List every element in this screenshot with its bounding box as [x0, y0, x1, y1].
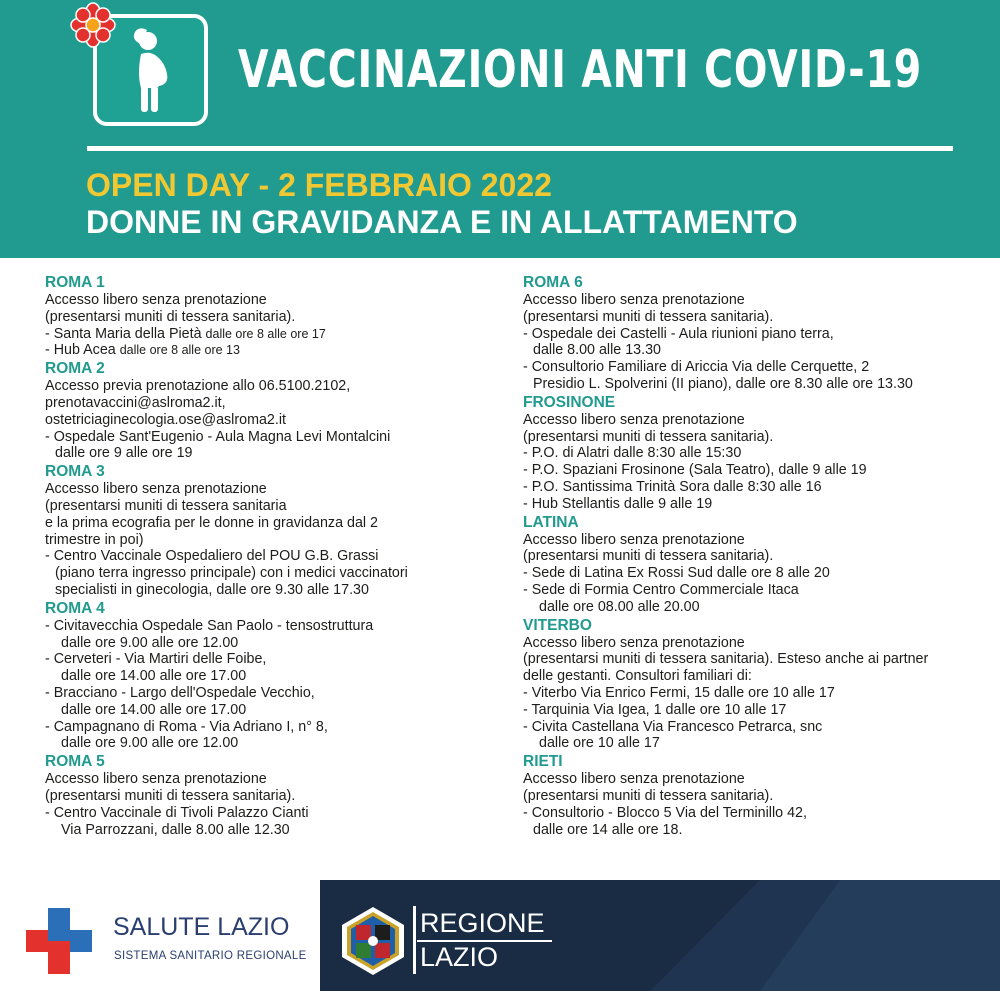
info-line: [523, 462, 993, 479]
info-line: [45, 445, 495, 462]
info-line: [45, 668, 495, 685]
info-line-text: - Viterbo Via Enrico Fermi, 15 dalle ore 10 alle 17: [523, 684, 835, 701]
info-line: [523, 359, 993, 376]
info-line-text: dalle ore 14.00 alle ore 17.00: [61, 668, 247, 685]
info-line-hours: dalle ore 8 alle ore 17: [205, 326, 326, 341]
info-line: [45, 582, 495, 599]
info-line: [45, 378, 495, 395]
location-section: [523, 617, 993, 753]
info-line: [523, 445, 993, 462]
info-line: [523, 582, 993, 599]
info-line-text: - P.O. Spaziani Frosinone (Sala Teatro), dalle 9 alle 19: [523, 462, 867, 479]
info-line-text: dalle ore 08.00 alle 20.00: [539, 598, 700, 615]
info-line: [45, 515, 495, 532]
right-column: [523, 274, 993, 839]
info-line-text: dalle ore 9.00 alle ore 12.00: [61, 735, 239, 752]
info-line-text: - Centro Vaccinale Ospedaliero del POU G.B. Grassi: [45, 548, 379, 565]
info-line: [523, 788, 993, 805]
location-section: [45, 274, 495, 359]
info-line-text: - Civita Castellana Via Francesco Petrarca, snc: [523, 718, 823, 735]
info-line: [523, 599, 993, 616]
info-line-text: (presentarsi muniti di tessera sanitaria).: [45, 308, 296, 325]
info-line: [45, 292, 495, 309]
info-line: [523, 292, 993, 309]
section-title: ROMA 1: [45, 274, 105, 291]
info-line-text: - Consultorio - Blocco 5 Via del Terminillo 42,: [523, 804, 807, 821]
info-line-text: dalle ore 9.00 alle ore 12.00: [61, 634, 239, 651]
section-title: ROMA 5: [45, 753, 105, 771]
info-line: [45, 565, 495, 582]
info-line: [45, 618, 495, 635]
info-line-text: Accesso libero senza prenotazione: [523, 634, 745, 651]
info-line: [523, 412, 993, 429]
left-column: [45, 274, 495, 839]
info-line-text: - Ospedale dei Castelli - Aula riunioni piano terra,: [523, 325, 834, 342]
info-line-text: - Hub Acea: [45, 342, 116, 359]
section-title: ROMA 4: [45, 599, 105, 617]
info-line: [45, 326, 495, 343]
info-line-text: delle gestanti. Consultori familiari di:: [523, 668, 752, 685]
info-line: [45, 771, 495, 788]
info-line-text: Accesso libero senza prenotazione: [523, 292, 745, 308]
footer-decoration: [510, 880, 1000, 991]
info-line-text: Accesso libero senza prenotazione: [45, 292, 267, 308]
info-line: [523, 635, 993, 652]
info-line-text: (presentarsi muniti di tessera sanitaria: [45, 497, 287, 514]
section-title: RIETI: [523, 753, 563, 771]
lazio-coat-of-arms-icon: [338, 905, 408, 977]
info-line: [45, 805, 495, 822]
page-title: VACCINAZIONI ANTI COVID-19: [238, 40, 922, 100]
info-line-hours: dalle ore 8 alle ore 13: [119, 343, 240, 358]
info-line-text: - Ospedale Sant'Eugenio - Aula Magna Levi Montalcini: [45, 428, 391, 445]
info-line-text: - Sede di Latina Ex Rossi Sud dalle ore 8 alle 20: [523, 565, 830, 582]
info-line: [45, 635, 495, 652]
info-line-text: Accesso libero senza prenotazione: [45, 481, 267, 498]
location-section: [45, 753, 495, 838]
section-title: ROMA 6: [523, 274, 583, 291]
info-line: [523, 429, 993, 446]
info-line: [523, 735, 993, 752]
regione-lazio-line-1: REGIONE: [420, 908, 545, 938]
location-section: [523, 274, 993, 393]
info-line-text: Presidio L. Spolverini (II piano), dalle ore 8.30 alle ore 13.30: [533, 375, 913, 392]
header-divider: [87, 146, 953, 151]
location-section: [523, 514, 993, 616]
info-line: [523, 822, 993, 839]
info-line: [523, 548, 993, 565]
info-line: [523, 479, 993, 496]
info-line: [523, 771, 993, 788]
info-line-text: (presentarsi muniti di tessera sanitaria).: [523, 428, 774, 445]
info-line: [45, 548, 495, 565]
info-line-text: - Consultorio Familiare di Ariccia Via delle Cerquette, 2: [523, 359, 870, 376]
info-line-text: - Centro Vaccinale di Tivoli Palazzo Cianti: [45, 804, 309, 821]
info-line-text: dalle ore 14.00 alle ore 17.00: [61, 701, 247, 718]
info-line-text: (presentarsi muniti di tessera sanitaria).: [45, 787, 296, 804]
info-line-text: dalle ore 9 alle ore 19: [55, 445, 193, 462]
info-line: [523, 309, 993, 326]
info-line: [45, 481, 495, 498]
info-line: [523, 342, 993, 359]
info-line: [45, 702, 495, 719]
section-title: VITERBO: [523, 616, 592, 634]
info-line-text: - P.O. di Alatri dalle 8:30 alle 15:30: [523, 445, 742, 462]
emblem-divider: [413, 906, 416, 974]
info-line-text: prenotavaccini@aslroma2.it,: [45, 394, 226, 411]
flower-icon: [70, 2, 116, 48]
location-section: [523, 394, 993, 513]
info-line: [523, 376, 993, 393]
info-line-text: - Campagnano di Roma - Via Adriano I, n° 8,: [45, 718, 328, 735]
info-line: [45, 342, 495, 359]
section-title: ROMA 3: [45, 463, 105, 481]
salute-lazio-subtitle: SISTEMA SANITARIO REGIONALE: [114, 950, 307, 962]
audience-subtitle: DONNE IN GRAVIDANZA E IN ALLATTAMENTO: [86, 204, 798, 240]
info-line-text: (presentarsi muniti di tessera sanitaria).: [523, 787, 774, 804]
info-line: [45, 651, 495, 668]
info-line: [523, 805, 993, 822]
info-line: [523, 565, 993, 582]
info-line: [45, 309, 495, 326]
location-section: [45, 360, 495, 462]
location-section: [45, 463, 495, 599]
info-line: [523, 496, 993, 513]
info-line: [45, 412, 495, 429]
section-title: FROSINONE: [523, 393, 616, 411]
section-title: LATINA: [523, 513, 579, 531]
info-line-text: dalle 8.00 alle 13.30: [533, 342, 661, 359]
info-line: [45, 395, 495, 412]
info-line-text: - Cerveteri - Via Martiri delle Foibe,: [45, 651, 267, 668]
event-date-subtitle: OPEN DAY - 2 FEBBRAIO 2022: [86, 167, 552, 203]
info-line-text: - Tarquinia Via Igea, 1 dalle ore 10 alle 17: [523, 701, 787, 718]
info-line: [523, 651, 993, 668]
info-line-text: trimestre in poi): [45, 531, 144, 548]
info-line: [523, 532, 993, 549]
info-line-text: (piano terra ingresso principale) con i medici vaccinatori: [55, 565, 408, 582]
header-banner: [0, 0, 1000, 258]
info-line-text: Accesso previa prenotazione allo 06.5100.2102,: [45, 378, 351, 395]
info-line-text: - Santa Maria della Pietà: [45, 325, 202, 342]
info-line-text: - P.O. Santissima Trinità Sora dalle 8:30 alle 16: [523, 478, 822, 495]
info-line: [523, 326, 993, 343]
info-line-text: (presentarsi muniti di tessera sanitaria).: [523, 548, 774, 565]
info-line-text: - Hub Stellantis dalle 9 alle 19: [523, 495, 713, 512]
info-line-text: dalle ore 14 alle ore 18.: [533, 821, 683, 838]
info-line-text: - Sede di Formia Centro Commerciale Itaca: [523, 581, 799, 598]
medical-cross-icon: [26, 908, 92, 974]
info-line-text: - Civitavecchia Ospedale San Paolo - tensostruttura: [45, 617, 374, 634]
info-line: [45, 788, 495, 805]
info-line-text: ostetriciaginecologia.ose@aslroma2.it: [45, 411, 287, 428]
section-title: ROMA 2: [45, 360, 105, 378]
info-line-text: specialisti in ginecologia, dalle ore 9.30 alle 17.30: [55, 581, 369, 598]
info-line: [45, 429, 495, 446]
info-line-text: Via Parrozzani, dalle 8.00 alle 12.30: [61, 821, 290, 838]
info-line-text: Accesso libero senza prenotazione: [45, 771, 267, 788]
info-line: [45, 822, 495, 839]
info-line: [45, 685, 495, 702]
info-line-text: - Bracciano - Largo dell'Ospedale Vecchio,: [45, 684, 315, 701]
info-line-text: dalle ore 10 alle 17: [539, 735, 660, 752]
location-section: [45, 600, 495, 752]
info-line: [523, 668, 993, 685]
info-line-text: e la prima ecografia per le donne in gravidanza dal 2: [45, 514, 379, 531]
salute-lazio-logo-text: SALUTE LAZIO: [113, 913, 290, 941]
info-line: [45, 498, 495, 515]
info-line: [523, 685, 993, 702]
info-line: [523, 702, 993, 719]
info-line: [45, 735, 495, 752]
info-line: [45, 532, 495, 549]
regione-lazio-line-2: LAZIO: [420, 942, 499, 972]
location-section: [523, 753, 993, 838]
info-line-text: (presentarsi muniti di tessera sanitaria). Esteso anche ai partner: [523, 651, 929, 668]
info-line-text: Accesso libero senza prenotazione: [523, 771, 745, 788]
info-line: [523, 719, 993, 736]
info-line: [45, 719, 495, 736]
info-line-text: Accesso libero senza prenotazione: [523, 531, 745, 548]
info-line-text: (presentarsi muniti di tessera sanitaria).: [523, 308, 774, 325]
info-line-text: Accesso libero senza prenotazione: [523, 411, 745, 428]
